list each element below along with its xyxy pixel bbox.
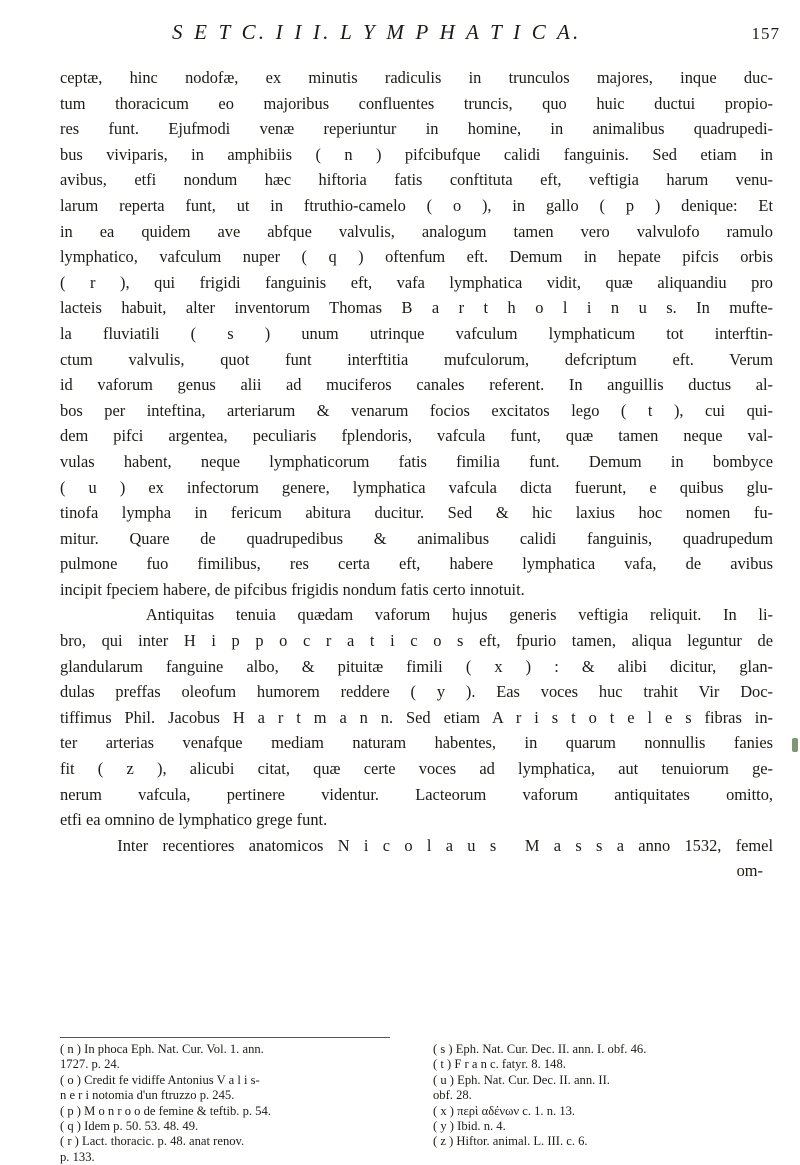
text-line: Antiquitas tenuia quædam vaforum hujus generis veftigia reliquit. In li-: [60, 605, 773, 625]
text-line: vulas habent, neque lymphaticorum fatis fimilia funt. Demum in bombyce: [60, 451, 773, 471]
text-line: pulmone fuo fimilibus, res certa eft, habere lymphatica vafa, de avibus: [60, 554, 773, 574]
footnote: ( t ) F r a n c. fatyr. 8. 148.: [433, 1057, 566, 1072]
text-line: ( r ), qui frigidi fanguinis eft, vafa lymphatica vidit, quæ aliquandiu pro: [60, 272, 773, 292]
text-line: tum thoracicum eo majoribus confluentes truncis, quo huic ductui propio-: [60, 93, 773, 113]
footnote-divider: [60, 1037, 390, 1038]
page-number: 157: [751, 24, 780, 43]
page-edge-mark: [792, 738, 798, 752]
text-line: tinofa lympha in fericum abitura ducitur. Sed & hic laxius hoc nomen fu-: [60, 503, 773, 523]
footnotes-right-column: [433, 1042, 778, 1150]
text-line: fit ( z ), alicubi citat, quæ certe voces ad lymphatica, aut tenuiorum ge-: [60, 759, 773, 779]
catchword: om-: [736, 861, 763, 881]
text-line: dulas preffas oleofum humorem reddere ( y ). Eas voces huc trahit Vir Doc-: [60, 682, 773, 702]
text-line: bos per inteftina, arteriarum & venarum focios excitatos lego ( t ), cui qui-: [60, 400, 773, 420]
text-line: lymphatico, vafculum nuper ( q ) oftenfum eft. Demum in hepate pifcis orbis: [60, 247, 773, 267]
text-line: bro, qui inter H i p p o c r a t i c o s eft, fpurio tamen, aliqua leguntur de: [60, 631, 773, 651]
running-head: S E T C. I I I. L Y M P H A T I C A.: [172, 20, 582, 44]
footnote: ( p ) M o n r o o de femine & teftib. p. 54.: [60, 1103, 271, 1118]
footnote: ( n ) In phoca Eph. Nat. Cur. Vol. 1. ann.: [60, 1042, 264, 1056]
text-line: incipit fpeciem habere, de pifcibus frigidis nondum fatis certo innotuit.: [60, 579, 525, 599]
text-line: etfi ea omnino de lymphatico grege funt.: [60, 810, 328, 830]
text-line: avibus, etfi nondum hæc hiftoria fatis conftituta eft, veftigia harum venu-: [60, 170, 773, 190]
text-line: ctum valvulis, quot funt interftitia mufculorum, defcriptum eft. Verum: [60, 349, 773, 369]
text-line: glandularum fanguine albo, & pituitæ fimili ( x ) : & alibi dicitur, glan-: [60, 656, 773, 676]
text-line: bus viviparis, in amphibiis ( n ) pifcibufque calidi fanguinis. Sed etiam in: [60, 144, 773, 164]
text-line: in ea quidem ave abfque valvulis, analogum tamen vero valvulofo ramulo: [60, 221, 773, 241]
text-line: id vaforum genus alii ad muciferos canales referent. In anguillis ductus al-: [60, 375, 773, 395]
footnote: ( x ) περὶ αδένων c. 1. n. 13.: [433, 1103, 576, 1118]
footnote: ( s ) Eph. Nat. Cur. Dec. II. ann. I. obf. 46.: [433, 1042, 647, 1056]
footnote: p. 133.: [60, 1149, 95, 1164]
footnotes-left-column: [60, 1042, 405, 1165]
text-line: lacteis habuit, alter inventorum Thomas B a r t h o l i n u s. In mufte-: [60, 298, 773, 318]
text-line: mitur. Quare de quadrupedibus & animalibus calidi fanguinis, quadrupedum: [60, 528, 773, 548]
footnote: ( q ) Idem p. 50. 53. 48. 49.: [60, 1119, 199, 1134]
text-line: ter arterias venafque mediam naturam habentes, in quarum nonnullis fanies: [60, 733, 773, 753]
text-line: Inter recentiores anatomicos N i c o l a u s M a s s a anno 1532, femel: [60, 835, 773, 855]
footnote: obf. 28.: [433, 1088, 472, 1103]
footnote: 1727. p. 24.: [60, 1057, 120, 1072]
text-line: res funt. Ejufmodi venæ reperiuntur in homine, in animalibus quadrupedi-: [60, 119, 773, 139]
footnote: n e r i notomia d'un ftruzzo p. 245.: [60, 1088, 235, 1103]
text-line: dem pifci argentea, peculiaris fplendoris, vafcula funt, quæ tamen neque val-: [60, 426, 773, 446]
footnote: ( u ) Eph. Nat. Cur. Dec. II. ann. II.: [433, 1072, 610, 1087]
text-line: ceptæ, hinc nodofæ, ex minutis radiculis in trunculos majores, inque duc-: [60, 68, 773, 87]
text-line: nerum vafcula, pertinere videntur. Lacteorum vaforum antiquitates omitto,: [60, 784, 773, 804]
footnote: ( r ) Lact. thoracic. p. 48. anat renov.: [60, 1134, 245, 1149]
text-line: ( u ) ex infectorum genere, lymphatica vafcula dicta fuerunt, e quibus glu-: [60, 477, 773, 497]
footnote: ( y ) Ibid. n. 4.: [433, 1119, 506, 1134]
text-line: la fluviatili ( s ) unum utrinque vafculum lymphaticum tot interftin-: [60, 323, 773, 343]
text-line: tiffimus Phil. Jacobus H a r t m a n n. Sed etiam A r i s t o t e l e s fibras in-: [60, 707, 773, 727]
footnote: ( z ) Hiftor. animal. L. III. c. 6.: [433, 1134, 588, 1149]
footnote: ( o ) Credit fe vidiffe Antonius V a l i s-: [60, 1072, 260, 1087]
text-line: larum reperta funt, ut in ftruthio-camelo ( o ), in gallo ( p ) denique: Et: [60, 195, 773, 215]
page-header: [0, 18, 800, 58]
body-text: [60, 65, 773, 884]
